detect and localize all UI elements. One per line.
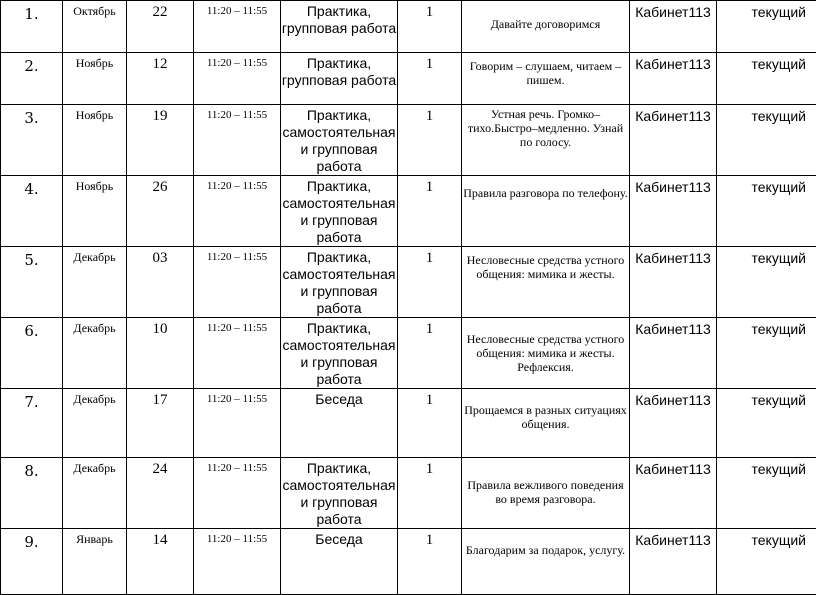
- time-cell: 11:20 – 11:55: [194, 318, 281, 389]
- control-type-cell: текущий: [717, 318, 816, 389]
- room-cell: Кабинет113: [630, 247, 717, 318]
- day-cell: 14: [127, 529, 194, 595]
- day-cell: 19: [127, 105, 194, 176]
- day-cell: 24: [127, 458, 194, 529]
- row-number: 4.: [1, 176, 63, 247]
- table-row: [1, 176, 816, 247]
- month-cell: Ноябрь: [63, 53, 127, 105]
- time-cell: 11:20 – 11:55: [194, 176, 281, 247]
- room-cell: Кабинет113: [630, 318, 717, 389]
- row-number: 9.: [1, 529, 63, 595]
- form-cell: Практика, самостоятельная и групповая работа: [281, 105, 398, 176]
- day-cell: 17: [127, 389, 194, 458]
- table-row: [1, 53, 816, 105]
- row-number: 7.: [1, 389, 63, 458]
- room-cell: Кабинет113: [630, 529, 717, 595]
- control-type-cell: текущий: [717, 105, 816, 176]
- table-row: [1, 529, 816, 595]
- time-cell: 11:20 – 11:55: [194, 529, 281, 595]
- room-cell: Кабинет113: [630, 458, 717, 529]
- form-cell: Практика, самостоятельная и групповая работа: [281, 318, 398, 389]
- control-type-cell: текущий: [717, 1, 816, 53]
- form-cell: Практика, групповая работа: [281, 1, 398, 53]
- control-type-cell: текущий: [717, 529, 816, 595]
- hours-cell: 1: [398, 458, 462, 529]
- time-cell: 11:20 – 11:55: [194, 1, 281, 53]
- topic-cell: Давайте договоримся: [462, 1, 630, 53]
- table-row: [1, 318, 816, 389]
- topic-cell: Прощаемся в разных ситуациях общения.: [462, 389, 630, 458]
- day-cell: 12: [127, 53, 194, 105]
- topic-cell: Несловесные средства устного общения: мимика и жесты. Рефлексия.: [462, 318, 630, 389]
- form-cell: Практика, самостоятельная и групповая работа: [281, 247, 398, 318]
- time-cell: 11:20 – 11:55: [194, 53, 281, 105]
- room-cell: Кабинет113: [630, 176, 717, 247]
- month-cell: Декабрь: [63, 247, 127, 318]
- control-type-cell: текущий: [717, 53, 816, 105]
- topic-cell: Устная речь. Громко–тихо.Быстро–медленно. Узнай по голосу.: [462, 105, 630, 176]
- hours-cell: 1: [398, 1, 462, 53]
- row-number: 3.: [1, 105, 63, 176]
- month-cell: Декабрь: [63, 458, 127, 529]
- table-row: [1, 1, 816, 53]
- form-cell: Беседа: [281, 529, 398, 595]
- control-type-cell: текущий: [717, 389, 816, 458]
- row-number: 1.: [1, 1, 63, 53]
- topic-cell: Благодарим за подарок, услугу.: [462, 529, 630, 595]
- hours-cell: 1: [398, 105, 462, 176]
- form-cell: Беседа: [281, 389, 398, 458]
- month-cell: Декабрь: [63, 318, 127, 389]
- row-number: 6.: [1, 318, 63, 389]
- control-type-cell: текущий: [717, 176, 816, 247]
- month-cell: Ноябрь: [63, 176, 127, 247]
- table-row: [1, 105, 816, 176]
- time-cell: 11:20 – 11:55: [194, 389, 281, 458]
- hours-cell: 1: [398, 389, 462, 458]
- month-cell: Ноябрь: [63, 105, 127, 176]
- table-row: [1, 247, 816, 318]
- time-cell: 11:20 – 11:55: [194, 458, 281, 529]
- room-cell: Кабинет113: [630, 105, 717, 176]
- hours-cell: 1: [398, 529, 462, 595]
- month-cell: Октябрь: [63, 1, 127, 53]
- month-cell: Январь: [63, 529, 127, 595]
- day-cell: 03: [127, 247, 194, 318]
- hours-cell: 1: [398, 53, 462, 105]
- room-cell: Кабинет113: [630, 389, 717, 458]
- topic-cell: Говорим – слушаем, читаем – пишем.: [462, 53, 630, 105]
- day-cell: 26: [127, 176, 194, 247]
- room-cell: Кабинет113: [630, 1, 717, 53]
- time-cell: 11:20 – 11:55: [194, 105, 281, 176]
- topic-cell: Несловесные средства устного общения: мимика и жесты.: [462, 247, 630, 318]
- topic-cell: Правила разговора по телефону.: [462, 176, 630, 247]
- form-cell: Практика, самостоятельная и групповая работа: [281, 176, 398, 247]
- table-row: [1, 458, 816, 529]
- row-number: 2.: [1, 53, 63, 105]
- control-type-cell: текущий: [717, 458, 816, 529]
- row-number: 5.: [1, 247, 63, 318]
- hours-cell: 1: [398, 247, 462, 318]
- month-cell: Декабрь: [63, 389, 127, 458]
- day-cell: 10: [127, 318, 194, 389]
- day-cell: 22: [127, 1, 194, 53]
- control-type-cell: текущий: [717, 247, 816, 318]
- form-cell: Практика, самостоятельная и групповая работа: [281, 458, 398, 529]
- room-cell: Кабинет113: [630, 53, 717, 105]
- table-row: [1, 389, 816, 458]
- row-number: 8.: [1, 458, 63, 529]
- topic-cell: Правила вежливого поведения во время разговора.: [462, 458, 630, 529]
- hours-cell: 1: [398, 176, 462, 247]
- hours-cell: 1: [398, 318, 462, 389]
- time-cell: 11:20 – 11:55: [194, 247, 281, 318]
- form-cell: Практика, групповая работа: [281, 53, 398, 105]
